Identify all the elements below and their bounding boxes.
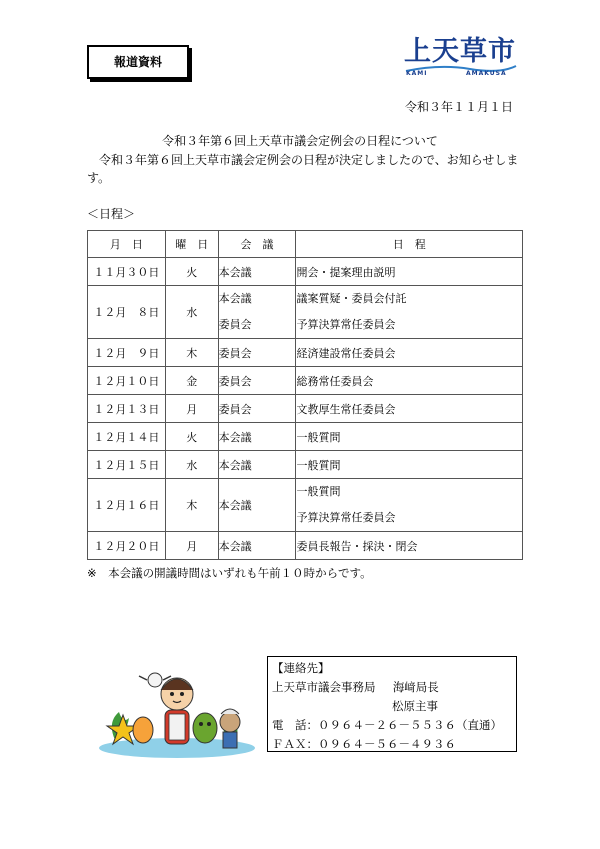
row-program: 経済建設常任委員会: [296, 339, 523, 367]
row-weekday: 火: [165, 258, 218, 286]
logo-name: 上天草市: [404, 36, 516, 67]
logo-romaji-left: KAMI: [406, 70, 428, 77]
program-line: 予算決算常任委員会: [296, 318, 396, 331]
row-date: １１月３０日: [88, 258, 166, 286]
row-meeting: 委員会: [218, 339, 296, 367]
row-program: 一般質問: [296, 451, 523, 479]
meeting-line: 本会議: [218, 292, 252, 305]
row-meeting: [218, 286, 296, 339]
table-row: [88, 451, 523, 479]
row-weekday: 水: [165, 286, 218, 339]
table-row: [88, 479, 523, 532]
document-title: 令和３年第６回上天草市議会定例会の日程について: [162, 134, 438, 148]
row-weekday: 火: [165, 423, 218, 451]
table-row: [88, 395, 523, 423]
issue-date: 令和３年１１月１日: [404, 100, 513, 114]
press-release-tag: 報道資料: [87, 45, 189, 79]
row-program: 文教厚生常任委員会: [296, 395, 523, 423]
row-date: １２月１３日: [88, 395, 166, 423]
column-header-program: 日 程: [296, 231, 523, 258]
row-date: １２月１０日: [88, 367, 166, 395]
table-row: [88, 367, 523, 395]
contact-person-2: 松原主事: [392, 699, 438, 713]
table-row: [88, 532, 523, 560]
contact-office-line: [272, 678, 516, 697]
schedule-label: ＜日程＞: [87, 207, 136, 221]
row-program: [296, 286, 523, 339]
contact-person-1: 海﨑局長: [392, 680, 439, 694]
row-weekday: 水: [165, 451, 218, 479]
contact-box: [267, 656, 517, 752]
row-meeting: 本会議: [218, 423, 296, 451]
row-date: １２月 ９日: [88, 339, 166, 367]
program-line: 予算決算常任委員会: [296, 511, 396, 524]
row-program: 一般質問: [296, 423, 523, 451]
row-meeting: 委員会: [218, 395, 296, 423]
city-logo: [400, 36, 520, 80]
column-header-weekday: 曜 日: [165, 231, 218, 258]
row-date: １２月 ８日: [88, 286, 166, 339]
schedule-table: [87, 230, 523, 560]
meeting-line: 委員会: [218, 318, 252, 331]
row-weekday: 月: [165, 532, 218, 560]
contact-fax: ＦＡＸ：０９６４－５６－４９３６: [272, 737, 456, 751]
row-date: １２月１５日: [88, 451, 166, 479]
contact-tel: 電 話：０９６４－２６－５５３６（直通）: [272, 718, 502, 732]
intro-paragraph: 令和３年第６回上天草市議会定例会の日程が決定しましたので、お知らせします。: [87, 153, 519, 185]
row-program: [296, 479, 523, 532]
row-date: １２月１４日: [88, 423, 166, 451]
row-meeting: 委員会: [218, 367, 296, 395]
row-date: １２月２０日: [88, 532, 166, 560]
row-weekday: 金: [165, 367, 218, 395]
logo-romaji-right: AMAKUSA: [466, 70, 507, 77]
row-program: 委員長報告・採決・閉会: [296, 532, 523, 560]
program-line: 一般質問: [296, 485, 341, 498]
table-header-row: [88, 231, 523, 258]
row-meeting: 本会議: [218, 532, 296, 560]
column-header-meeting: 会 議: [218, 231, 296, 258]
mascot-illustration: [95, 660, 260, 760]
row-meeting: 本会議: [218, 479, 296, 532]
row-meeting: 本会議: [218, 258, 296, 286]
column-header-date: 月 日: [88, 231, 166, 258]
program-line: 議案質疑・委員会付託: [296, 292, 407, 305]
schedule-note: ※ 本会議の開議時間はいずれも午前１０時からです。: [87, 566, 372, 580]
row-weekday: 木: [165, 479, 218, 532]
table-row: [88, 286, 523, 339]
row-weekday: 月: [165, 395, 218, 423]
table-row: [88, 258, 523, 286]
row-weekday: 木: [165, 339, 218, 367]
contact-office: 上天草市議会事務局: [272, 680, 376, 694]
table-row: [88, 339, 523, 367]
row-date: １２月１６日: [88, 479, 166, 532]
contact-heading: 【連絡先】: [272, 661, 330, 675]
row-meeting: 本会議: [218, 451, 296, 479]
row-program: 開会・提案理由説明: [296, 258, 523, 286]
row-program: 総務常任委員会: [296, 367, 523, 395]
table-row: [88, 423, 523, 451]
